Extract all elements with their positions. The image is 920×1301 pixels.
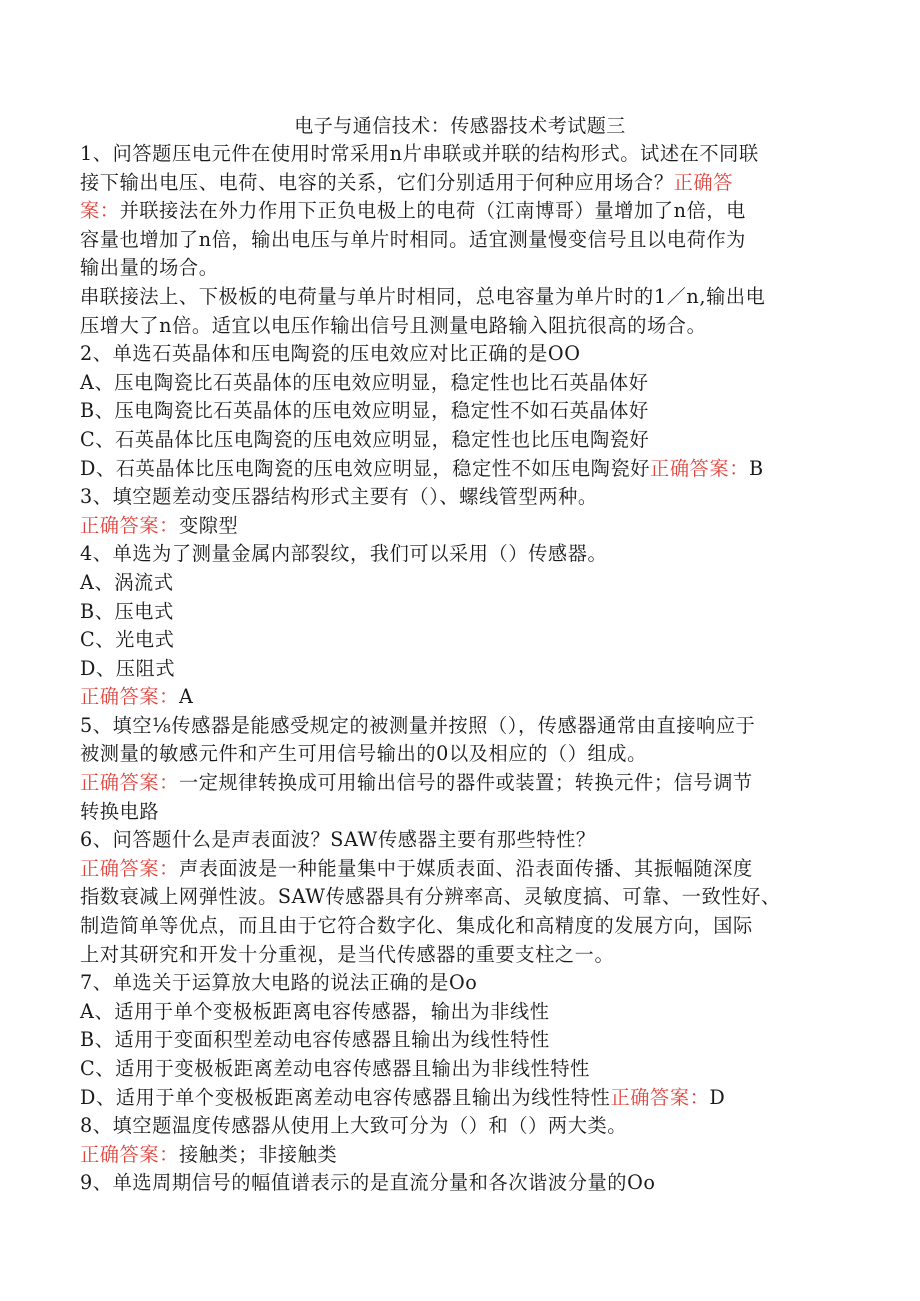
q6-answer-cont-2: 制造简单等优点，而且由于它符合数字化、集成化和高精度的发展方向，国际 [80,914,753,938]
q6-answer-cont-3: 上对其研究和开发十分重视，是当代传感器的重要支柱之一。 [80,942,615,966]
q7-option-d-line [80,1084,845,1113]
q6-answer-cont-1: 指数衰减上网弹性波。SAW传感器具有分辨率高、灵敏度搞、可靠、一致性好、 [80,885,781,909]
q4-option-a: A、涡流式 [80,570,174,594]
q1-line-3 [80,197,845,226]
q5-answer: 一定规律转换成可用输出信号的器件或装置；转换元件；信号调节 [178,771,753,795]
q6-stem: 6、问答题什么是声表面波？SAW传感器主要有那些特性？ [80,828,596,852]
q4-option-d: D、压阻式 [80,656,176,680]
q5-answer-line [80,769,845,798]
q4-answer-line [80,683,845,712]
q4-option-b: B、压电式 [80,599,174,623]
q1-line-6: 串联接法上、下极板的电荷量与单片时相同，总电容量为单片时的1／n,输出电 [80,284,766,308]
q1-line-4: 容量也增加了n倍，输出电压与单片时相同。适宜测量慢变信号且以电荷作为 [80,227,746,251]
q7-answer: D [709,1085,726,1109]
q8-answer-line [80,1141,845,1170]
answer-label: 正确答案： [650,456,749,480]
q2-option-d-line [80,455,845,484]
answer-label: 正确答案： [80,685,179,709]
q3-answer-line [80,512,845,541]
q6-answer: 声表面波是一种能量集中于媒质表面、沿表面传播、其振幅随深度 [178,856,753,880]
q7-stem: 7、单选关于运算放大电路的说法正确的是Oo [80,971,478,995]
q1-line-2 [80,169,845,198]
q1-line-5: 输出量的场合。 [80,256,219,280]
answer-label: 正确答案： [80,856,179,880]
q2-answer: B [748,456,764,480]
q1-line-1: 1、问答题压电元件在使用时常采用n片串联或并联的结构形式。试述在不同联 [80,142,759,165]
q4-answer: A [178,685,194,709]
q1-answer-label-part: 正确答 [673,170,733,194]
answer-label: 正确答案： [80,513,179,537]
q4-stem: 4、单选为了测量金属内部裂纹，我们可以采用（）传感器。 [80,542,608,566]
q8-stem: 8、填空题温度传感器从使用上大致可分为（）和（）两大类。 [80,1114,628,1138]
q2-option-b: B、压电陶瓷比石英晶体的压电效应明显，稳定性不如石英晶体好 [80,399,649,423]
q2-option-d: D、石英晶体比压电陶瓷的压电效应明显，稳定性不如压电陶瓷好 [80,456,651,480]
q5-answer-cont: 转换电路 [80,799,160,823]
q2-option-a: A、压电陶瓷比石英晶体的压电效应明显，稳定性也比石英晶体好 [80,370,649,394]
q7-option-d: D、适用于单个变极板距离差动电容传感器且输出为线性特性 [80,1085,611,1109]
q1-answer-text: 并联接法在外力作用下正负电极上的电荷（江南博哥）量增加了n倍，电 [119,199,746,223]
q7-option-a: A、适用于单个变极板距离电容传感器，输出为非线性 [80,999,550,1023]
answer-label: 正确答案： [610,1085,710,1109]
answer-label: 正确答案： [80,771,179,795]
q5-line-1: 5、填空⅛传感器是能感受规定的被测量并按照（），传感器通常由直接响应于 [80,713,756,737]
q7-option-c: C、适用于变极板距离差动电容传感器且输出为非线性特性 [80,1057,590,1080]
q4-option-c: C、光电式 [80,628,175,652]
q7-option-b: B、适用于变面积型差动电容传感器且输出为线性特性 [80,1028,550,1052]
q1-text: 接下输出电压、电荷、电容的关系，它们分别适用于何种应用场合？ [80,170,674,194]
q5-line-2: 被测量的敏感元件和产生可用信号输出的0以及相应的（）组成。 [80,742,647,766]
q1-answer-label-part: 案： [80,199,120,223]
q8-answer: 接触类；非接触类 [178,1142,338,1166]
q3-answer: 变隙型 [178,513,239,537]
document-body [80,140,845,1198]
q3-stem: 3、填空题差动变压器结构形式主要有（）、螺线管型两种。 [80,485,598,509]
q2-option-c: C、石英晶体比压电陶瓷的压电效应明显，稳定性也比压电陶瓷好 [80,427,650,451]
page-title: 电子与通信技术：传感器技术考试题三 [294,115,626,137]
answer-label: 正确答案： [80,1142,179,1166]
q6-answer-line [80,855,845,884]
q2-stem: 2、单选石英晶体和压电陶瓷的压电效应对比正确的是OO [80,342,581,366]
q1-line-7: 压增大了n倍。适宜以电压作输出信号且测量电路输入阻抗很高的场合。 [80,313,707,337]
q9-stem: 9、单选周期信号的幅值谱表示的是直流分量和各次谐波分量的Oo [80,1171,656,1195]
